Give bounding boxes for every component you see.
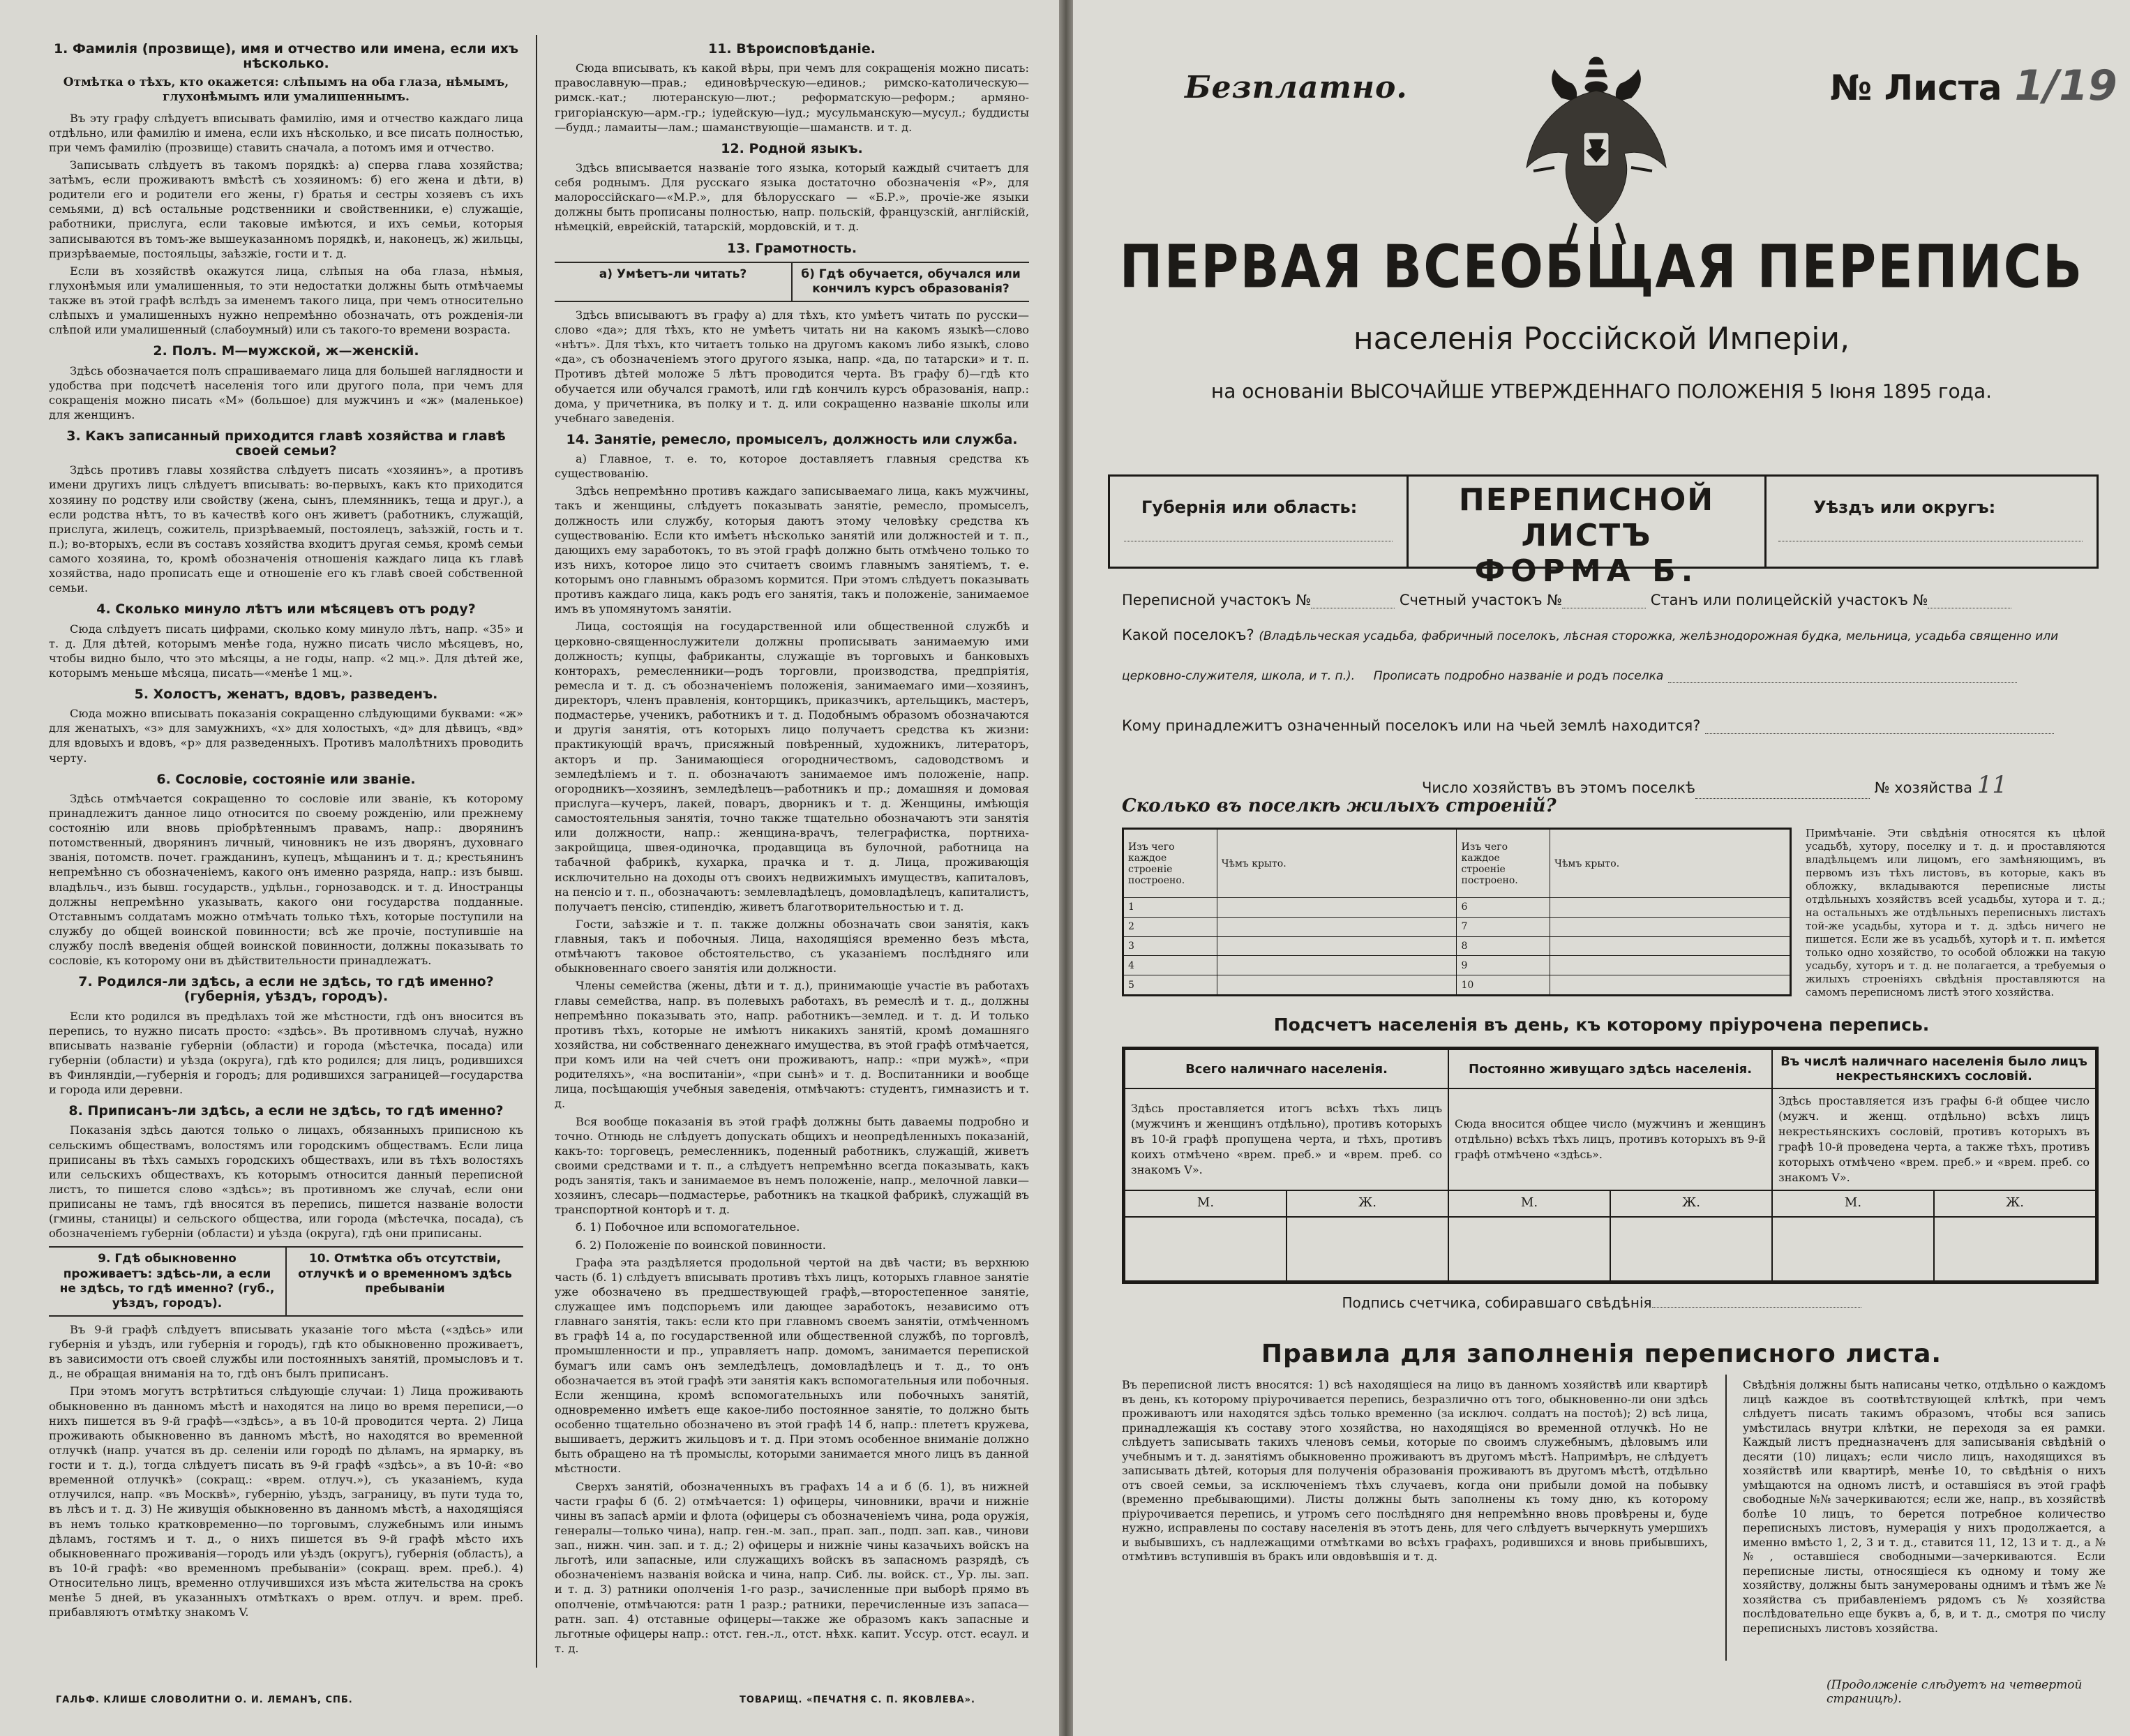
section-heading: 7. Родился-ли здѣсь, а если не здѣсь, то гдѣ именно? (губернія, уѣздъ, городъ). bbox=[78, 974, 494, 1005]
instructions-column-2 bbox=[555, 35, 1029, 1659]
column-divider bbox=[536, 35, 537, 1668]
count-cell[interactable] bbox=[1772, 1217, 1934, 1281]
buildings-note: Примѣчаніе. Эти свѣдѣнія относятся къ цѣлой усадьбѣ, хутору, поселку и т. д. и проставляются владѣльцемъ или лицомъ, его замѣняющимъ, въ первомъ изъ тѣхъ листовъ, въ которые, какъ въ обложку, вкладываются переписные листы отдѣльныхъ хозяйствъ всей усадьбы, хутора и т. д.; на остальныхъ же отдѣльныхъ переписныхъ листахъ той-же усадьбы, хутора и т. д. здѣсь ничего не пишется. Если же въ усадьбѣ, хуторѣ и т. п. имѣется только одно хозяйство, то особой обложки на такую усадьбу, хуторъ и т. д. не полагается, а требуемыя о жилыхъ строеніяхъ свѣдѣнія проставляются на самомъ переписномъ листѣ этого хозяйства. bbox=[1806, 827, 2106, 998]
district-line bbox=[1122, 592, 2099, 608]
signature-field[interactable] bbox=[1652, 1307, 1861, 1308]
table-cell[interactable] bbox=[1550, 975, 1790, 995]
section-heading: 2. Полъ. М—мужской, ж—женскій. bbox=[153, 343, 419, 359]
row-number: 1 bbox=[1124, 898, 1217, 918]
form-title-cell bbox=[1407, 477, 1767, 589]
row-number: 5 bbox=[1124, 975, 1217, 995]
pt-header-permanent: Постоянно живущаго здѣсь населенія. bbox=[1448, 1049, 1772, 1088]
paragraph: Если кто родился въ предѣлахъ той же мѣстности, гдѣ онъ вносится въ перепись, то нужно писать просто: «здѣсь». Въ противномъ случаѣ, нужно вписывать названіе губерніи (области) и города (мѣстечка, посада) или губерніи (области) и уѣзда (округа), гдѣ кто родился; для лицъ, родившихся въ Финляндіи,—губернія и городъ; для родившихся заграницей—государства и города или деревни. bbox=[49, 1009, 523, 1097]
settlement-note: (Владѣльческая усадьба, фабричный поселокъ, лѣсная сторожка, желѣзнодорожная будка, мельница, усадьба священно или bbox=[1259, 629, 2059, 643]
count-cell[interactable] bbox=[1934, 1217, 2096, 1281]
section-heading: 12. Родной языкъ. bbox=[721, 140, 863, 156]
printer-credit-1: ГАЛЬФ. КЛИШЕ СЛОВОЛИТНИ О. И. ЛЕМАНЪ, СПБ. bbox=[56, 1695, 353, 1705]
female-header: Ж. bbox=[1934, 1190, 2096, 1217]
section-heading: 8. Приписанъ-ли здѣсь, а если не здѣсь, то гдѣ именно? bbox=[68, 1103, 504, 1119]
bt-header-roof-2: Чѣмъ крыто. bbox=[1550, 830, 1790, 898]
continuation-note: (Продолженіе слѣдуетъ на четвертой страницѣ). bbox=[1827, 1678, 2083, 1706]
sheet-number bbox=[1830, 61, 2117, 110]
enumerator-signature-line bbox=[1073, 1294, 2130, 1311]
population-count-title: Подсчетъ населенія въ день, къ которому пріурочена перепись. bbox=[1273, 1015, 1930, 1035]
table-cell[interactable] bbox=[1550, 936, 1790, 956]
census-subtitle: населенія Россійской Имперіи, bbox=[1353, 321, 1850, 357]
sheet-number-handwritten: 1/19 bbox=[2014, 61, 2117, 110]
rules-title: Правила для заполненія переписного листа. bbox=[1261, 1340, 1942, 1368]
row-number: 6 bbox=[1457, 898, 1550, 918]
table-cell[interactable] bbox=[1217, 975, 1457, 995]
pt-desc-present: Здѣсь проставляется итогъ всѣхъ тѣхъ лицъ (мужчинъ и женщинъ отдѣльно), противъ которыхъ въ 10-й графѣ пропущена черта, и тѣхъ, противъ коихъ отмѣчено «врем. преб.» и «врем. преб. со знакомъ V». bbox=[1125, 1088, 1448, 1190]
count-cell[interactable] bbox=[1448, 1217, 1610, 1281]
census-district-label: Переписной участокъ № bbox=[1122, 592, 1312, 608]
free-label: Безплатно. bbox=[1185, 70, 1408, 105]
count-cell[interactable] bbox=[1287, 1217, 1448, 1281]
paragraph: Члены семейства (жены, дѣти и т. д.), принимающіе участіе въ работахъ главы семейства, напр. въ полевыхъ работахъ, въ ремеслѣ и т. д., должны непремѣнно показывать это, напр. работникъ—землед. и т. д. И только противъ тѣхъ, которые не имѣютъ никакихъ занятій, кромѣ домашняго хозяйства, ни собственнаго денежнаго имущества, въ этой графѣ отмѣчается, при комъ или на чей счетъ они проживаютъ, напр.: «при мужѣ», «при родителяхъ», «на воспитаніи», «при сынѣ» и т. д. Воспитанники и вообще лица, посѣщающія учебныя заведенія, отмѣчаютъ: студентъ, гимназистъ и т. д. bbox=[555, 979, 1029, 1111]
male-header: М. bbox=[1448, 1190, 1610, 1217]
printer-credit-2: ТОВАРИЩ. «ПЕЧАТНЯ С. П. ЯКОВЛЕВА». bbox=[740, 1695, 975, 1705]
paragraph: Если въ хозяйствѣ окажутся лица, слѣпыя на оба глаза, нѣмыя, глухонѣмыя или умалишенныя, то эти недостатки должны быть отмѣчаемы также въ этой графѣ вслѣдъ за именемъ такого лица, при чемъ относительно слѣпыхъ и умалишенныхъ нужно непремѣнно обозначать, отъ рожденія-ли слѣпой или умалишенный (слабоумный) или съ такого-то времени возраста. bbox=[49, 264, 523, 337]
paragraph: Сверхъ занятій, обозначенныхъ въ графахъ 14 а и б (б. 1), въ нижней части графы б (б. 2) отмѣчается: 1) офицеры, чиновники, врачи и нижніе чины въ запасѣ арміи и флота (офицеры съ обозначеніемъ чина, рода оружія, генералы—только чина), напр. ген.-м. зап., прап. зап., подп. зап. кав., чинови зап., нижн. чин. зап. и т. д.; 2) офицеры и нижніе чины казачьихъ войскъ на льготѣ, или запасные, или служащихъ войскъ въ запасномъ разрядѣ, съ обозначеніемъ названія войска и чина, напр. Сиб. лы. войск. ст., Ур. лы. зап. и т. д. 3) ратники ополченія 1-го разр., зачисленные при выборѣ прямо въ ополченіе, отмѣчаются: ратн 1 разр.; ратники, перечисленные изъ запаса—ратн. зап. 4) отставные офицеры—также же образомъ какъ запасные и льготные офицеры напр.: отст. ген.-л., отст. нѣхк. капит. Уссур. отст. есаул. и т. д. bbox=[555, 1479, 1029, 1655]
section-heading: 5. Холостъ, женатъ, вдовъ, разведенъ. bbox=[134, 687, 438, 702]
owner-label: Кому принадлежитъ означенный поселокъ или на чьей землѣ находится? bbox=[1122, 717, 1701, 734]
table-cell[interactable] bbox=[1217, 898, 1457, 918]
paragraph: б. 1) Побочное или вспомогательное. bbox=[576, 1220, 800, 1234]
paragraph: При этомъ могутъ встрѣтиться слѣдующіе случаи: 1) Лица проживають обыкновенно въ данномъ мѣстѣ и находятся на лицо во время переписи,—о нихъ пишется въ 9-й графѣ—«здѣсь», а въ 10-й проводится черта. 2) Лица проживають обыкновенно въ данномъ мѣстѣ, но находятся во временной отлучкѣ (напр. учатся въ др. селеніи или городѣ по дѣламъ, на ярмарку, въ гости и т. д.), тогда слѣдуетъ писать въ 9-й графѣ «здѣсь», а въ 10-й: «во временной отлучкѣ» (сокращ.: «врем. отлуч.»), съ указаніемъ, куда отлучился, напр. «въ Москвѣ», губернію, уѣздъ, заграницу, въ пути туда то, въ лѣсъ и т. д. 3) Не живущія обыкновенно въ данномъ мѣстѣ, а находящіяся въ немъ только кратковременно—по торговымъ, служебнымъ или инымъ дѣламъ, гостямъ и т. д., о нихъ пишется въ 9-й графѣ мѣсто ихъ обыкновеннаго проживанія—городъ или уѣздъ (округъ), губернія (область), а въ 10-й графѣ: «во временномъ пребываніи» (сокращ. врем. преб.). 4) Относительно лицъ, временно отлучившихся изъ мѣста жительства на срокъ менѣе 5 дней, въ указанныхъ отмѣткахъ о врем. отлуч. и врем. преб. прибавляютъ отмѣтку знакомъ V. bbox=[49, 1384, 523, 1619]
census-decree-line: на основаніи ВЫСОЧАЙШЕ УТВЕРЖДЕННАГО ПОЛОЖЕНІЯ 5 Іюня 1895 года. bbox=[1210, 380, 1993, 403]
row-number: 9 bbox=[1457, 956, 1550, 975]
table-cell[interactable] bbox=[1550, 956, 1790, 975]
table-cell[interactable] bbox=[1550, 917, 1790, 936]
guberniya-cell bbox=[1110, 477, 1407, 567]
table-cell[interactable] bbox=[1217, 956, 1457, 975]
section-heading: 11. Вѣроисповѣданіе. bbox=[707, 41, 876, 57]
police-district-label: Станъ или полицейскій участокъ № bbox=[1650, 592, 1928, 608]
split-heading-part: а) Умѣетъ-ли читать? bbox=[599, 267, 747, 281]
section-heading: 13. Грамотность. bbox=[726, 240, 857, 256]
split-heading-part: 10. Отмѣтка объ отсутствіи, отлучкѣ и о временномъ здѣсь пребываніи bbox=[285, 1248, 523, 1315]
counting-district-label: Счетный участокъ № bbox=[1399, 592, 1563, 608]
settlement-line bbox=[1122, 627, 2099, 643]
table-cell[interactable] bbox=[1217, 936, 1457, 956]
signature-label: Подпись счетчика, собиравшаго свѣдѣнія bbox=[1342, 1294, 1652, 1311]
paragraph: Въ 9-й графѣ слѣдуетъ вписывать указаніе того мѣста («здѣсь» или губернія и уѣздъ, или губернія и городъ), гдѣ кто обыкновенно проживаетъ, въ зависимости отъ своей службы или постоянныхъ занятій, промысловъ и т. д., не обращая вниманія на то, гдѣ онъ былъ приписанъ. bbox=[49, 1322, 523, 1381]
settlement-instruction: Прописать подробно названіе и родъ поселка bbox=[1373, 669, 1664, 683]
bt-header-material-2: Изъ чего каждое строеніе построено. bbox=[1457, 830, 1550, 898]
sheet-number-label: № Листа bbox=[1830, 68, 2002, 108]
table-row bbox=[1124, 956, 1790, 975]
paragraph: Графа эта раздѣляется продольной чертой на двѣ части; въ верхнюю часть (б. 1) слѣдуетъ вписывать противъ тѣхъ лицъ, которыхъ главное занятіе уже обозначено въ предшествующей графѣ,—второстепенное занятіе, служащее имъ подспорьемъ или дающее заработокъ, независимо отъ главнаго занятія, такъ: если кто при главномъ своемъ занятіи, отмѣченномъ въ графѣ 14 а, по государственной или общественной службѣ, по торговлѣ, промышленности и пр., управляетъ напр. домомъ, занимается перепиской бумагъ или самъ онъ земледѣлецъ, домовладѣлецъ и т. д., то онъ обозначается въ этой графѣ эти занятія какъ вспомогательныя или побочныя. Если женщина, кромѣ вспомогательныхъ или побочныхъ занятій, одновременно имѣетъ еще какое-либо постоянное занятіе, то должно быть особенно тщательно обозначено въ этой графѣ 14 б, напр.: плететъ кружева, вышиваетъ, держитъ жильцовъ и т. д. При этомъ особенное вниманіе должно быть обращено на тѣ промыслы, которыми занимается много лицъ въ данной мѣстности. bbox=[555, 1255, 1029, 1476]
row-number: 3 bbox=[1124, 936, 1217, 956]
table-row bbox=[1124, 936, 1790, 956]
instructions-column-1 bbox=[49, 35, 523, 1622]
buildings-table bbox=[1122, 828, 1792, 996]
form-header-box bbox=[1108, 474, 2099, 589]
table-cell[interactable] bbox=[1550, 898, 1790, 918]
buildings-question: Сколько въ поселкѣ жилыхъ строеній? bbox=[1122, 795, 1557, 816]
paragraph: Гости, заѣзжіе и т. п. также должны обозначать свои занятія, какъ главныя, такъ и побочныя. Лица, находящіяся временно безъ мѣста, отмѣчаютъ таковое обстоятельство, съ указаніемъ послѣдняго или обыкновеннаго своего занятія или должности. bbox=[555, 917, 1029, 975]
households-field[interactable] bbox=[1695, 798, 1870, 799]
paragraph: Показанія здѣсь даются только о лицахъ, обязанныхъ приписною къ сельскимъ обществамъ, волостямъ или городскимъ обществамъ. Если лица приписаны въ тѣхъ самыхъ городскихъ обществахъ, или въ тѣхъ волостяхъ или сельскихъ обществахъ, къ которымъ относится данный переписной листъ, то пишется слово «здѣсь»; въ противномъ же случаѣ, если они приписаны не тамъ, гдѣ вносятся въ перепись, пишется названіе волости (гмины, станицы) и сельского общества, или города (мѣстечка, посада), съ обозначеніемъ губерніи (области) и уѣзда (округа), гдѣ они приписаны. bbox=[49, 1123, 523, 1241]
paragraph: Лица, состоящія на государственной или общественной службѣ и церковно-священнослужители должны прописывать занимаемую ими должность; купцы, фабриканты, служащіе въ торговыхъ и банковыхъ конторахъ, ремесленники—родъ торговли, производства, предпріятія, ремесла и т. д. съ обозначеніемъ положенія, занимаемаго ими—хозяинъ, директоръ, членъ правленія, конторщикъ, приказчикъ, артельщикъ, мастеръ, подмастерье, ученикъ, работникъ и т. д. Подобнымъ образомъ обозначаются и другія занятія, отъ которыхъ лицо получаетъ средства къ жизни: практикующій врачъ, присяжный повѣренный, художникъ, литераторъ, акторъ и пр. Занимающіеся огородничествомъ, садоводствомъ и земледѣліемъ и т. п. обозначаютъ занимаемое имъ положеніе, напр. огородникъ—хозяинъ, земледѣлецъ—работникъ и пр.; домашняя и домовая прислуга—кучеръ, лакей, поваръ, дворникъ и т. д. Женщины, имѣющія самостоятельныя занятія, точно также тщательно обозначаютъ эти занятія или должности, напр.: женщина-врачъ, телеграфистка, портниха-закройщица, швея-одиночка, продавщица въ булочной, работница на табачной фабрикѣ, кухарка, прачка и т. д. Лица, проживающія исключительно на доходы отъ своихъ недвижимыхъ имуществъ, капиталовъ, на пенсіо и т. п., обозначаютъ: землевладѣлецъ, домовладѣлецъ, капиталистъ, получаетъ пенсію, стипендію, живетъ благотворительностью и т. д. bbox=[555, 620, 1029, 913]
settlement-line-2 bbox=[1122, 666, 2099, 683]
guberniya-label: Губернія или область: bbox=[1141, 497, 1358, 517]
paragraph: Здѣсь обозначается полъ спрашиваемаго лица для большей наглядности и удобства при подсчетѣ населенія того или другого пола, при чемъ для сокращенія можно писать «М» (большое) для мужчинъ и «ж» (маленькое) для женщинъ. bbox=[49, 364, 523, 421]
book-gutter bbox=[1059, 0, 1073, 1736]
bt-header-roof: Чѣмъ крыто. bbox=[1217, 830, 1457, 898]
split-heading bbox=[555, 262, 1029, 302]
paragraph: б. 2) Положеніе по воинской повинности. bbox=[576, 1238, 826, 1252]
row-number: 8 bbox=[1457, 936, 1550, 956]
paragraph: Здѣсь вписывается названіе того языка, который каждый считаетъ для себя роднымъ. Для русскаго языка достаточно обозначенія «Р», для малороссійскаго—«М.Р.», для бѣлорусскаго — «Б.Р.», прочіе-же языки должны быть прописаны полностью, напр. польскій, французскій, англійскій, нѣмецкій, еврейскій, татарскій, мордовскій, и т. д. bbox=[555, 160, 1029, 234]
count-cell[interactable] bbox=[1125, 1217, 1287, 1281]
households-line bbox=[1422, 771, 2120, 799]
table-row bbox=[1124, 898, 1790, 918]
instructions-page bbox=[0, 0, 1059, 1736]
table-row bbox=[1124, 917, 1790, 936]
settlement-note-2: церковно-служителя, школа, и т. п.). bbox=[1122, 669, 1356, 683]
female-header: Ж. bbox=[1287, 1190, 1448, 1217]
table-cell[interactable] bbox=[1217, 917, 1457, 936]
households-label: Число хозяйствъ въ этомъ поселкѣ bbox=[1422, 779, 1696, 796]
census-form-page bbox=[1073, 0, 2130, 1736]
paragraph: Здѣсь вписываютъ въ графу а) для тѣхъ, кто умѣетъ читать по русски—слово «да»; для тѣхъ, кто не умѣетъ читать ни на какомъ языкѣ—слово «нѣтъ». Для тѣхъ, кто читаетъ только на другомъ какомъ либо языкѣ, слово «да», съ обозначеніемъ этого другого языка, напр. «да, по татарски» и т. п. Противъ дѣтей моложе 5 лѣтъ проводится черта. Въ графу б)—гдѣ кто обучается или обучался грамотѣ, или гдѣ кончилъ курсъ образованія, напр.: дома, у причетника, въ полку и т. д. или сокращенно названіе школы или учебнаго заведенія. bbox=[555, 308, 1029, 425]
pt-header-nonpeasant: Въ числѣ наличнаго населенія было лицъ некрестьянскихъ сословій. bbox=[1772, 1049, 2096, 1088]
double-headed-eagle-icon bbox=[1520, 49, 1673, 258]
paragraph: Въ эту графу слѣдуетъ вписывать фамилію, имя и отчество каждаго лица отдѣльно, или фамилію и имена, если ихъ нѣсколько, и все писать полностью, при чемъ фамилію (прозвище) ставить сначала, а потомъ имя и отчество. bbox=[49, 111, 523, 154]
section-subheading: Отмѣтка о тѣхъ, кто окажется: слѣпымъ на оба глаза, нѣмымъ, глухонѣмымъ или умалишеннымъ. bbox=[63, 75, 509, 105]
bt-header-material: Изъ чего каждое строеніе построено. bbox=[1124, 830, 1217, 898]
household-no-handwritten: 11 bbox=[1977, 771, 2007, 799]
settlement-label: Какой поселокъ? bbox=[1122, 627, 1254, 643]
paragraph: Сюда вписывать, къ какой вѣры, при чемъ для сокращенія можно писать: православную—прав.; единовѣрческую—единов.; римско-католическую—римск.-кат.; лютеранскую—лют.; реформатскую—реформ.; армяно-григоріанскую—арм.-гр.; іудейскую—іуд.; мусульманскую—мусул.; буддисты—будд.; ламаиты—лам.; шаманствующіе—шаманств. и т. д. bbox=[555, 61, 1029, 134]
pt-desc-permanent: Сюда вносится общее число (мужчинъ и женщинъ отдѣльно) всѣхъ тѣхъ лицъ, противъ которыхъ въ 9-й графѣ отмѣчено «здѣсь». bbox=[1448, 1088, 1772, 1190]
pt-header-present: Всего наличнаго населенія. bbox=[1125, 1049, 1448, 1088]
male-header: М. bbox=[1772, 1190, 1934, 1217]
section-heading: 14. Занятіе, ремесло, промыселъ, должность или служба. bbox=[566, 431, 1018, 447]
rules-divider bbox=[1725, 1375, 1727, 1661]
count-cell[interactable] bbox=[1610, 1217, 1772, 1281]
census-title: ПЕРВАЯ ВСЕОБЩАЯ ПЕРЕПИСЬ bbox=[1119, 232, 2084, 302]
paragraph: Здѣсь непремѣнно противъ каждаго записываемаго лица, какъ мужчины, такъ и женщины, слѣдуетъ показывать занятіе, ремесло, промыселъ, должность или службу, которыя даютъ этому человѣку средства къ существованію. Если кто имѣетъ нѣсколько занятій или должностей и т. п., дающихъ ему заработокъ, то въ этой графѣ должно быть отмѣчено только то изъ нихъ, которое лицо это считаетъ своимъ главнымъ занятіемъ, т. е. которымъ оно главнымъ образомъ кормится. При этомъ слѣдуетъ показывать противъ каждаго лица, какъ родъ его занятія, такъ и положеніе, занимаемое имъ въ упомянутомъ занятіи. bbox=[555, 484, 1029, 616]
paragraph: а) Главное, т. е. то, которое доставляетъ главныя средства къ существованію. bbox=[555, 452, 1029, 481]
split-heading-part: б) Гдѣ обучается, обучался или кончилъ курсъ образованія? bbox=[791, 263, 1029, 301]
section-heading: 6. Сословіе, состояніе или званіе. bbox=[156, 771, 416, 787]
female-header: Ж. bbox=[1610, 1190, 1772, 1217]
rules-text-left: Въ переписной листъ вносятся: 1) всѣ находящіеся на лицо въ данномъ хозяйствѣ или квартирѣ въ день, къ которому пріурочивается перепись, безразлично отъ того, обыкновенно-ли они здѣсь проживаютъ или находятся здѣсь только временно (за исключ. солдатъ на постоѣ); 2) всѣ лица, принадлежащія къ составу этого хозяйства, но находящіяся во временной отлучкѣ. Но не слѣдуетъ записывать такихъ членовъ семьи, которые по своимъ служебнымъ, дѣловымъ или учебнымъ и т. д. занятіямъ обыкновенно проживаютъ въ другомъ мѣстѣ. Напримѣръ, не слѣдуетъ записывать дѣтей, которыя для полученія образованія проживаютъ въ другомъ мѣстѣ, отдѣльно отъ своей семьи, за исключеніемъ тѣхъ случаевъ, когда они прибыли домой на побывку (временно пребывающими). Листы должны быть заполнены къ тому дню, къ которому пріурочивается перепись, и утромъ сего послѣдняго дня непремѣнно вновь провѣрены и, буде нужно, исправлены по составу населенія въ этотъ день, для чего слѣдуетъ вычеркнуть умершихъ и выбывшихъ, съ надлежащими отмѣтками во всѣхъ графахъ, родившихся и вновь прибывшихъ, отмѣтивъ вступившія въ бракъ или овдовѣвшія и т. д. bbox=[1122, 1378, 1708, 1563]
section-heading: 4. Сколько минуло лѣтъ или мѣсяцевъ отъ роду? bbox=[96, 601, 476, 618]
household-no-label: № хозяйства bbox=[1874, 779, 1972, 796]
split-heading-part: 9. Гдѣ обыкновенно проживаетъ: здѣсь-ли, а если не здѣсь, то гдѣ именно? (губ., уѣздъ, городъ). bbox=[59, 1252, 275, 1310]
paragraph: Сюда можно вписывать показанія сокращенно слѣдующими буквами: «ж» для женатыхъ, «з» для замужнихъ, «х» для холостыхъ, «д» для дѣвицъ, «вд» для вдовыхъ и вдовъ, «р» для разведенныхъ. Противъ малолѣтнихъ проводить черту. bbox=[49, 707, 523, 765]
population-table bbox=[1122, 1047, 2099, 1284]
pt-desc-nonpeasant: Здѣсь проставляется изъ графы 6-й общее число (мужч. и женщ. отдѣльно) всѣхъ лицъ некрестьянскихъ сословій, противъ которыхъ въ графѣ 10-й проведена черта, а также тѣхъ, противъ которыхъ отмѣчено «врем. преб.» и «врем. преб. со знакомъ V». bbox=[1772, 1088, 2096, 1190]
row-number: 10 bbox=[1457, 975, 1550, 995]
form-type: ФОРМА Б. bbox=[1474, 553, 1699, 589]
section-heading: 1. Фамилія (прозвище), имя и отчество или имена, если ихъ нѣсколько. bbox=[53, 41, 519, 72]
rules-text-right: Свѣдѣнія должны быть написаны четко, отдѣльно о каждомъ лицѣ каждое въ соотвѣтствующей клѣткѣ, при чемъ слѣдуетъ писать такимъ образомъ, чтобы вся запись умѣстилась внутри клѣтки, не переходя за ея рамки. Каждый листъ предназначенъ для записыванія свѣдѣній о десяти (10) лицахъ; если число лицъ, находящихся въ хозяйствѣ или квартирѣ, менѣе 10, то свѣдѣнія о нихъ умѣщаются на одномъ листѣ, и оставшіяся въ этой графѣ свободные №№ зачеркиваются; если же, напр., въ хозяйствѣ болѣе 10 лицъ, то берется потребное количество переписныхъ листовъ, нумерація у нихъ продолжается, а именно вмѣсто 1, 2, 3 и т. д., ставится 11, 12, 13 и т. д., а №№, оставшіеся свободными—зачеркиваются. Если переписные листы, относящіеся къ одному и тому же хозяйству, должны быть занумерованы однимъ и тѣмъ же № хозяйства съ прибавленіемъ рядомъ съ № хозяйства послѣдовательно еще буквъ а, б, в, и т. д., смотря по числу переписныхъ листовъ хозяйства. bbox=[1743, 1378, 2106, 1635]
paragraph: Здѣсь противъ главы хозяйства слѣдуетъ писать «хозяинъ», а противъ имени другихъ лицъ слѣдуетъ вписывать: во-первыхъ, какъ кто приходится хозяину по родству или свойству (жена, сынъ, племянникъ, теща и друг.), а если родства нѣтъ, то въ качествѣ кого онъ живетъ (работникъ, служащій, прислуга, жилецъ, сожитель, призрѣваемый, постоялецъ, заѣзжій, гость и т. п.); во-вторыхъ, если въ составъ хозяйства входитъ другая семья, кромѣ семьи самого хозяина, то, кромѣ обозначенія отношенія каждаго лица къ главѣ хозяйства, надо прописать еще и отношеніе его къ главѣ своей собственной семьи. bbox=[49, 463, 523, 595]
split-heading bbox=[49, 1246, 523, 1317]
owner-field[interactable] bbox=[1705, 733, 2054, 734]
paragraph: Вся вообще показанія въ этой графѣ должны быть даваемы подробно и точно. Отнюдь не слѣдуетъ допускать общихъ и неопредѣленныхъ показаній, какъ-то: торговецъ, ремесленникъ, поденный работникъ, служащій, живетъ своими средствами и т. п., а слѣдуетъ непремѣнно всегда показывать, какъ родъ занятія, такъ и занимаемое въ немъ положеніе, напр., мелочной лавки—хозяинъ, слесарь—подмастерье, работникъ на ткацкой фабрикѣ, служащій въ транспортной конторѣ и т. д. bbox=[555, 1114, 1029, 1217]
uezd-label: Уѣздъ или округъ: bbox=[1813, 497, 1996, 517]
row-number: 4 bbox=[1124, 956, 1217, 975]
paragraph: Сюда слѣдуетъ писать цифрами, сколько кому минуло лѣтъ, напр. «35» и т. д. Для дѣтей, которымъ менѣе года, нужно писать число мѣсяцевъ, но, чтобы видно было, что это мѣсяцы, а не годы, напр. «2 мц.». Для дѣтей же, которымъ меньше мѣсяца, писать—«менѣе 1 мц.». bbox=[49, 622, 523, 680]
settlement-field[interactable] bbox=[1668, 682, 2017, 683]
male-header: М. bbox=[1125, 1190, 1287, 1217]
form-title: ПЕРЕПИСНОЙ ЛИСТЪ bbox=[1458, 482, 1715, 553]
paragraph: Записывать слѣдуетъ въ такомъ порядкѣ: а) сперва глава хозяйства; затѣмъ, если проживаютъ вмѣстѣ съ хозяиномъ: б) его жена и дѣти, в) родители его и родители его жены, г) братья и сестры хозяевъ съ ихъ семьями, д) всѣ остальные родственники и свойственники, е) служащіе, работники, прислуга, если таковые имѣются, и ихъ семьи, которыя записываются въ томъ-же вышеуказанномъ порядкѣ, и, наконецъ, ж) жильцы, призрѣваемые, постояльцы, заѣзжіе, гости и т. д. bbox=[49, 158, 523, 260]
row-number: 2 bbox=[1124, 917, 1217, 936]
row-number: 7 bbox=[1457, 917, 1550, 936]
paragraph: Здѣсь отмѣчается сокращенно то сословіе или званіе, къ которому принадлежитъ данное лицо относится по своему рожденію, или прежнему состоянію или вновь пріобрѣтеннымъ правамъ, напр.: дворянинъ потомственный, дворянинъ личный, чиновникъ не изъ дворянъ, духовнаго званія, потомств. почет. гражданинъ, купецъ, мѣщанинъ и т. д.; крестьянинъ непремѣнно съ обозначеніемъ, какого онъ именно разряда, напр.: изъ бывш. владѣльч., изъ бывш. государств., удѣльн., горнозаводск. и т. д. Иностранцы должны непремѣнно указывать, какого они государства подданные. Отставнымъ солдатамъ можно отмѣчать только тѣхъ, которые поступили на службу до общей воинской повинности; всѣ же прочіе, поступившіе на службу послѣ введенія общей воинской повинности, должны показывать то сословіе, къ которому они въ дѣйствительности принадлежатъ. bbox=[49, 791, 523, 968]
section-heading: 3. Какъ записанный приходится главѣ хозяйства и главѣ своей семьи? bbox=[66, 428, 506, 459]
owner-line bbox=[1122, 717, 2099, 734]
uezd-cell bbox=[1764, 477, 2097, 567]
table-row bbox=[1124, 975, 1790, 995]
